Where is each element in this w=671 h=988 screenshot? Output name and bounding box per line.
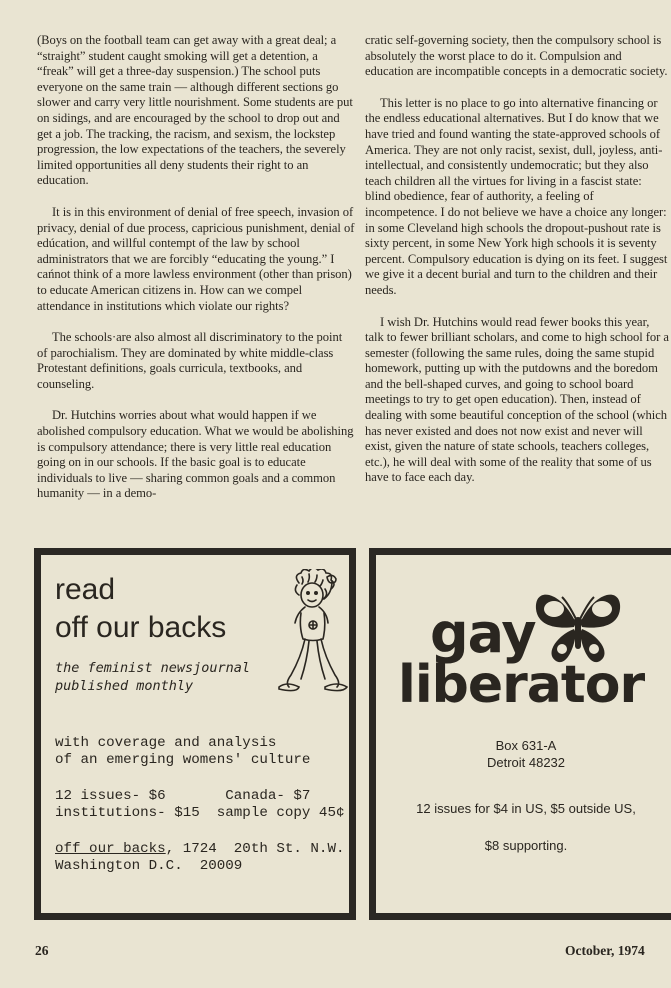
ad-headline-read: read <box>55 573 116 606</box>
ad-logo-word-gay: gay <box>430 602 536 665</box>
paragraph: It is in this environment of denial of free speech, invasion of privacy, denial of due process, capricious punishment, denial of edúcation, and willful contempt of the law by school administrators that we are forcibly “educating the young.” I cańnot think of a more lawless environment (other than prison) to educate American citizens in. How can we compel attendance in institutions which violate our rights? <box>37 204 355 313</box>
ad-subscription: 12 issues for $4 in US, $5 outside US, <box>416 801 636 816</box>
ad-coverage-line: with coverage and analysis <box>55 735 277 751</box>
ad-publication-name: off our backs <box>55 841 166 857</box>
ad-headline-title: off our backs <box>55 611 227 644</box>
ad-address-line: off our backs, 1724 20th St. N.W. <box>55 841 345 857</box>
gay-liberator-ad <box>369 548 671 920</box>
paragraph: (Boys on the football team can get away with a great deal; a “straight” student caught smoking will get a detention, a “freak” will get a three-day suspension.) The school puts everyone on the same train — although different sections go slower and carry very little nourishment. Some students are put on sidings, and are encouraged by the school to drop out and get a job. The tracking, the racism, and sexism, the lockstep progression, the low expectations of the teachers, the severely limited opportunities all deny students their right to an education. <box>37 33 353 188</box>
article-column-left <box>37 33 355 517</box>
paragraph: cratic self-governing society, then the compulsory school is absolutely the worst place to do it. Compulsion and education are incompatible concepts in a democratic society. <box>365 33 668 79</box>
paragraph: This letter is no place to go into alternative financing or the endless educational alternatives. But I do know that we have tried and found wanting the state-approved schools of America. They are not only racist, sexist, dull, joyless, anti-intellectual, and consistently undemocratic; but they also teach children all the virtues for living in a fascist state: blind obedience, fear of authority, a feeling of incompetence. I do not believe we have a choice any longer: in some Cleveland high schools the dropout-pushout rate is sixty percent, in some New York high schools it is seventy percent. Compulsory education is dying on its feet. I suggest we give it a decent burial and turn to the children and their needs. <box>365 95 668 297</box>
article-column-right <box>365 33 669 501</box>
ad-coverage-line: of an emerging womens' culture <box>55 752 311 768</box>
ad-supporting: $8 supporting. <box>484 838 568 853</box>
page-number: 26 <box>35 943 49 958</box>
paragraph: The schools·are also almost all discriminatory to the point of parochialism. They are dominated by white middle-class Protestant definitions, goals curricula, textbooks, and counseling. <box>37 330 343 391</box>
cartoon-woman-illustration <box>269 569 351 701</box>
ad-address-line: Washington D.C. 20009 <box>55 858 243 874</box>
ad-price-line: institutions- $15 sample copy 45¢ <box>55 805 345 821</box>
paragraph: Dr. Hutchins worries about what would happen if we abolished compulsory education. What we would be abolishing is compulsory attendance; there is very little real education going on in our schools. If the basic goal is to educate individuals to live — sharing common goals and a common humanity — in a demo- <box>37 408 354 501</box>
ad-box: Box 631-A <box>495 738 557 753</box>
paragraph: I wish Dr. Hutchins would read fewer books this year, talk to fewer brilliant scholars, and come to high school for a semester (following the same rules, doing the same stupid homework, putting up with the putdowns and the boredom and the bell-shaped curves, and going to school board meetings to try to get open education). Then, instead of dealing with some beautiful conception of the school (which has never existed and does not now exist and never will exist, given the nature of state schools, teachers colleges, etc.), he will deal with some of the reality that some of us have to face each day. <box>365 314 669 485</box>
issue-date: October, 1974 <box>565 943 645 958</box>
ad-tagline: the feminist newsjournal published monthly <box>55 660 251 694</box>
ad-city: Detroit 48232 <box>486 755 566 770</box>
ad-price-line: 12 issues- $6 Canada- $7 <box>55 788 311 804</box>
off-our-backs-ad <box>34 548 356 920</box>
ad-logo-word-liberator: liberator <box>398 655 645 715</box>
